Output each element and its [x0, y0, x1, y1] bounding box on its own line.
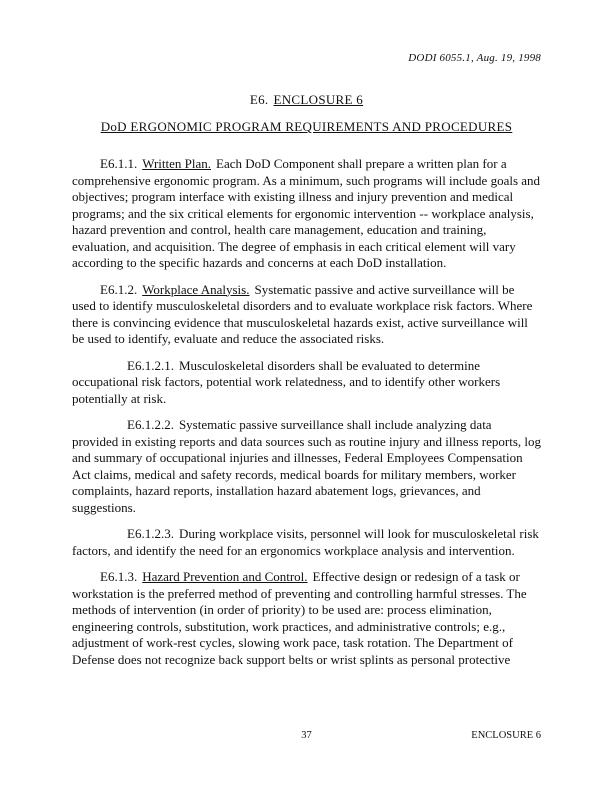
paragraph-number: E6.1.2.3.	[127, 526, 174, 541]
paragraph-e6-1-1	[72, 156, 541, 272]
paragraph-heading: Written Plan.	[142, 156, 211, 171]
paragraph-heading: Hazard Prevention and Control.	[142, 569, 308, 584]
document-subtitle: DoD ERGONOMIC PROGRAM REQUIREMENTS AND PROCEDURES	[100, 119, 513, 134]
paragraph-number: E6.1.2.1.	[127, 357, 174, 373]
paragraph-text: Musculoskeletal disorders shall be evaluated to determine occupational risk factors, potential work relatedness, and to identify other workers potentially at risk.	[72, 357, 501, 406]
title-text: ENCLOSURE 6	[273, 92, 364, 107]
document-footer	[72, 730, 541, 744]
title-prefix: E6.	[249, 92, 269, 107]
paragraph-text: Systematic passive and active surveillance will be used to identify musculoskeletal disorders and to evaluate workplace risk factors. Where there is convincing evidence that musculoskeletal hazards exist, active surveillance will be used to identify, evaluate and reduce the associated risks.	[72, 281, 533, 346]
paragraph-number: E6.1.3.	[100, 569, 138, 584]
paragraph-text: Effective design or redesign of a task or workstation is the preferred method of preventing and controlling harmful stresses. The methods of intervention (in order of priority) to be used are: process elimination, engineering controls, substitution, work practices, and administrative controls; e.g., adjustment of work-rest cycles, slowing work pace, task rotation. The Department of Defense does not recognize back support belts or wrist splints as personal protective	[72, 569, 527, 667]
paragraph-e6-1-3	[72, 569, 541, 668]
paragraph-e6-1-2-3	[72, 526, 541, 559]
paragraph-number: E6.1.2.	[100, 281, 138, 297]
paragraph-text: Systematic passive surveillance shall include analyzing data provided in existing reports and data sources such as routine injury and illness reports, log and summary of occupational injuries and illnesses, Federal Employees Compensation Act claims, medical and safety records, medical boards for military members, worker complaints, hazard reports, installation hazard abatement logs, grievances, and suggestions.	[72, 417, 541, 515]
paragraph-e6-1-2-2	[72, 417, 541, 516]
page-number: 37	[301, 730, 312, 741]
paragraph-e6-1-2	[72, 282, 541, 348]
paragraph-text: Each DoD Component shall prepare a written plan for a comprehensive ergonomic program. As a minimum, such programs will include goals and objectives; program interface with existing illness and injury prevention and medical programs; and the six critical elements for ergonomic intervention -- workplace analysis, hazard prevention and control, health care management, education and training, evaluation, and acquisition. The degree of emphasis in each critical element will vary according to the specific hazards and concerns at each DoD installation.	[72, 156, 541, 270]
document-content	[72, 92, 541, 668]
document-header	[408, 52, 541, 64]
paragraph-e6-1-2-1	[72, 358, 541, 408]
paragraph-heading: Workplace Analysis.	[142, 281, 250, 297]
paragraph-text: During workplace visits, personnel will look for musculoskeletal risk factors, and identify the need for an ergonomics workplace analysis and intervention.	[72, 526, 539, 558]
paragraph-number: E6.1.1.	[100, 156, 138, 171]
enclosure-title	[72, 92, 541, 108]
paragraph-number: E6.1.2.2.	[127, 417, 174, 432]
document-reference: DODI 6055.1, Aug. 19, 1998	[408, 52, 541, 64]
enclosure-label: ENCLOSURE 6	[471, 730, 541, 741]
document-body	[72, 156, 541, 668]
